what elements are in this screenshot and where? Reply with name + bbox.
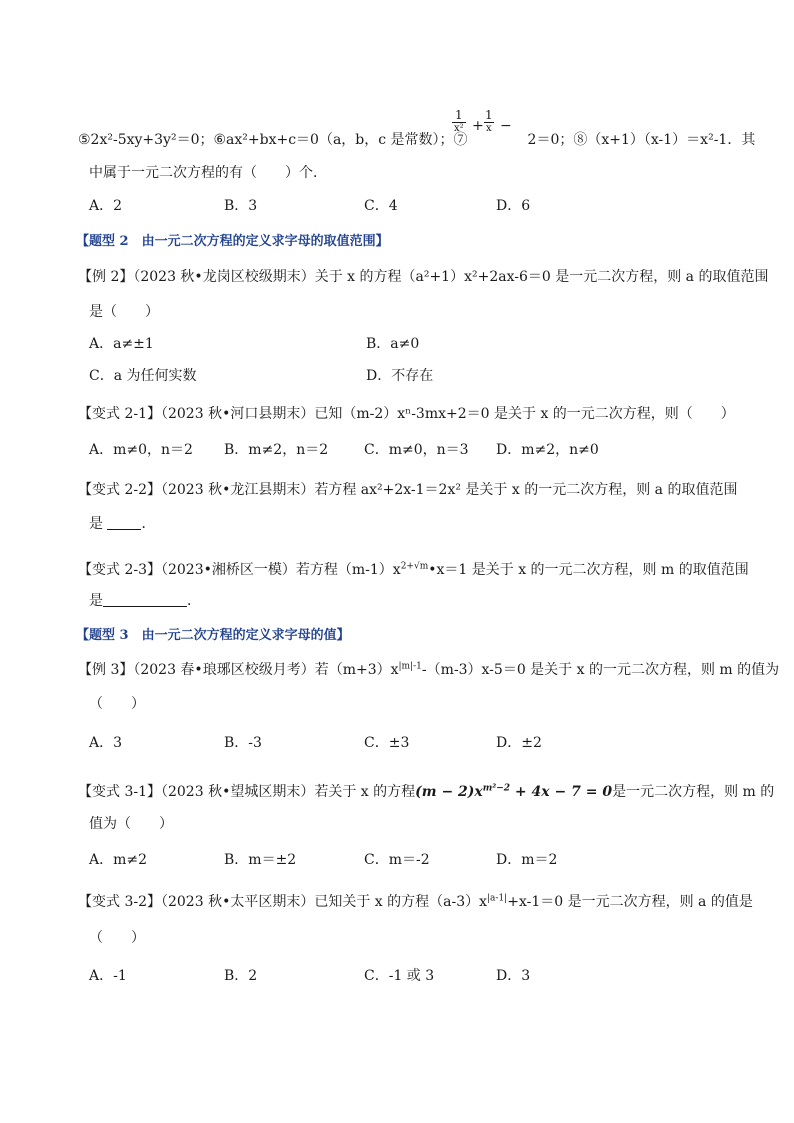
exponent: |a-1| bbox=[487, 893, 508, 904]
question-line: 【变式 2-2】（2023 秋•龙江县期末）若方程 ax²+2x-1＝2x² 是关于 x 的一元二次方程，则 a 的取值范围 bbox=[78, 482, 738, 498]
question-text: ． bbox=[141, 516, 156, 532]
option-b: B．-3 bbox=[224, 735, 262, 751]
question-text: -（m-3）x-5＝0 是关于 x 的一元二次方程，则 m 的值为 bbox=[421, 662, 780, 678]
question-text: ． bbox=[187, 593, 201, 609]
option-d: D．±2 bbox=[496, 735, 542, 751]
question-text: 【变式 3-2】（2023 秋•太平区期末）已知关于 x 的方程（a-3）x bbox=[78, 894, 488, 910]
question-text: 【变式 3-1】（2023 秋•望城区期末）若关于 x 的方程 bbox=[78, 784, 416, 800]
question-text: 【变式 2-3】（2023•湘桥区一模）若方程（m-1）x bbox=[78, 562, 401, 578]
option-d: D．m＝2 bbox=[496, 852, 558, 868]
question-text: •x＝1 是关于 x 的一元二次方程，则 m 的取值范围 bbox=[428, 562, 749, 578]
option-c: C．4 bbox=[364, 198, 398, 214]
option-b: B．m＝±2 bbox=[224, 852, 297, 868]
question-line: 中属于一元二次方程的有（ ）个． bbox=[89, 165, 327, 181]
question-line: （ ） bbox=[89, 696, 145, 712]
option-a: A．-1 bbox=[89, 968, 127, 984]
option-a: A．2 bbox=[89, 198, 123, 214]
fraction-numerator: 1 bbox=[485, 108, 493, 122]
question-text: 是 bbox=[89, 516, 103, 532]
fraction-numerator: 1 bbox=[455, 108, 463, 122]
exponent: 2+√m bbox=[400, 561, 429, 572]
option-b: B．m≠2，n＝2 bbox=[224, 442, 329, 458]
question-line bbox=[78, 782, 774, 802]
option-a: A．a≠±1 bbox=[89, 336, 154, 352]
option-d: D．3 bbox=[496, 968, 531, 984]
exponent: |m|-1 bbox=[398, 661, 422, 672]
question-line bbox=[89, 591, 201, 611]
option-b: B．2 bbox=[224, 968, 258, 984]
question-line: 【变式 2-1】（2023 秋•河口县期末）已知（m-2）xⁿ-3mx+2＝0 是关于 x 的一元二次方程，则（ ） bbox=[78, 406, 735, 422]
section-heading: 【题型 2 由一元二次方程的定义求字母的取值范围】 bbox=[76, 234, 389, 249]
fraction-denominator: x bbox=[486, 123, 492, 134]
question-line bbox=[78, 892, 753, 912]
option-d: D．m≠2，n≠0 bbox=[496, 442, 599, 458]
question-line bbox=[78, 130, 755, 150]
fraction-denominator: x² bbox=[454, 123, 464, 134]
option-c: C．±3 bbox=[364, 735, 410, 751]
formula-text: + 4x − 7 = 0 bbox=[510, 784, 613, 800]
question-line: 是（ ） bbox=[89, 304, 159, 320]
option-a: A．m≠0，n＝2 bbox=[89, 442, 193, 458]
question-text: ⑤2x²-5xy+3y²＝0；⑥ax²+bx+c＝0（a，b，c 是常数）；⑦ bbox=[78, 132, 468, 148]
option-b: B．3 bbox=[224, 198, 258, 214]
option-d: D．不存在 bbox=[366, 368, 434, 384]
answer-blank bbox=[107, 515, 141, 530]
option-c: C．a 为任何实数 bbox=[89, 368, 197, 384]
formula-text: (m − 2)x bbox=[415, 784, 483, 800]
option-d: D．6 bbox=[496, 198, 531, 214]
exponent: m²−2 bbox=[482, 783, 511, 794]
option-c: C．m＝-2 bbox=[364, 852, 430, 868]
answer-blank bbox=[103, 592, 187, 607]
question-line: 值为（ ） bbox=[89, 816, 173, 832]
question-line bbox=[78, 560, 749, 580]
option-c: C．m≠0，n＝3 bbox=[364, 442, 469, 458]
question-line: （ ） bbox=[89, 930, 145, 946]
equation-formula bbox=[415, 784, 612, 800]
question-text: 2＝0；⑧（x+1）（x-1）＝x²-1．其 bbox=[527, 132, 756, 148]
plus-sign: + bbox=[472, 118, 484, 134]
question-text: 是一元二次方程，则 m 的 bbox=[612, 784, 775, 800]
question-text: 是 bbox=[89, 593, 103, 609]
question-text: +x-1＝0 是一元二次方程，则 a 的值是 bbox=[507, 894, 753, 910]
minus-sign: − bbox=[500, 118, 512, 134]
question-line bbox=[89, 514, 155, 534]
question-line bbox=[78, 660, 779, 680]
option-b: B．a≠0 bbox=[366, 336, 420, 352]
question-line: 【例 2】（2023 秋•龙岗区校级期末）关于 x 的方程（a²+1）x²+2ax-6＝0 是一元二次方程，则 a 的取值范围 bbox=[78, 269, 769, 285]
question-text: 【例 3】（2023 春•琅琊区校级月考）若（m+3）x bbox=[78, 662, 399, 678]
section-heading: 【题型 3 由一元二次方程的定义求字母的值】 bbox=[76, 628, 350, 643]
option-a: A．3 bbox=[89, 735, 123, 751]
option-a: A．m≠2 bbox=[89, 852, 148, 868]
option-c: C．-1 或 3 bbox=[364, 968, 435, 984]
